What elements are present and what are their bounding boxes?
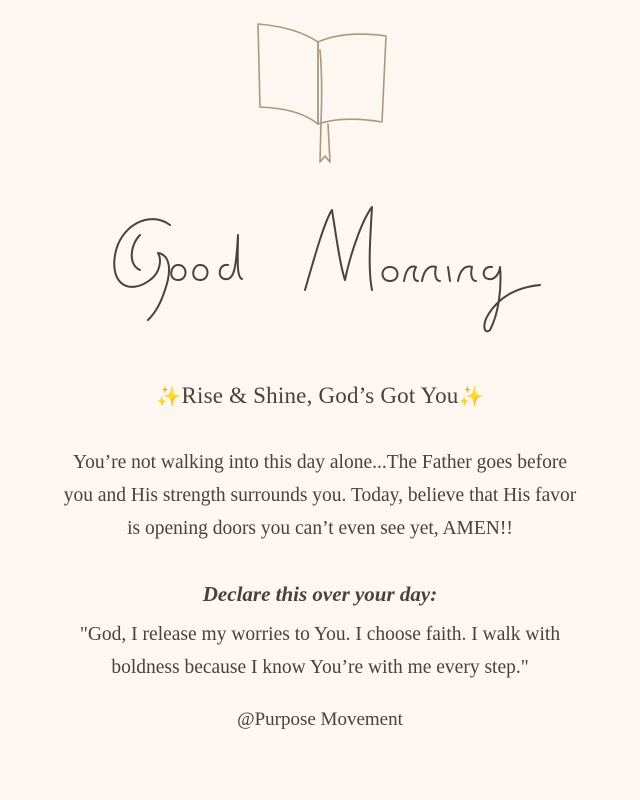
declaration-line: boldness because I know You’re with me every step." — [111, 657, 529, 678]
subtitle-text: Rise & Shine, God’s Got You — [181, 383, 459, 408]
declaration-heading: Declare this over your day: — [202, 582, 438, 606]
declaration-paragraph — [0, 618, 640, 684]
message-line: you and His strength surrounds you. Today, believe that His favor — [63, 485, 577, 506]
message-line: You’re not walking into this day alone...The Father goes before — [72, 452, 568, 473]
subtitle — [0, 383, 640, 409]
open-book-with-bookmark-icon — [248, 12, 398, 167]
credit-handle: @Purpose Movement — [237, 709, 403, 730]
sparkle-left-icon: ✨ — [156, 386, 182, 408]
sparkle-right-icon: ✨ — [458, 386, 484, 408]
message-paragraph — [0, 446, 640, 545]
declaration-line: "God, I release my worries to You. I choose faith. I walk with — [79, 624, 561, 645]
good-morning-script-headline — [100, 195, 580, 345]
message-line: is opening doors you can’t even see yet, AMEN!! — [127, 518, 513, 539]
